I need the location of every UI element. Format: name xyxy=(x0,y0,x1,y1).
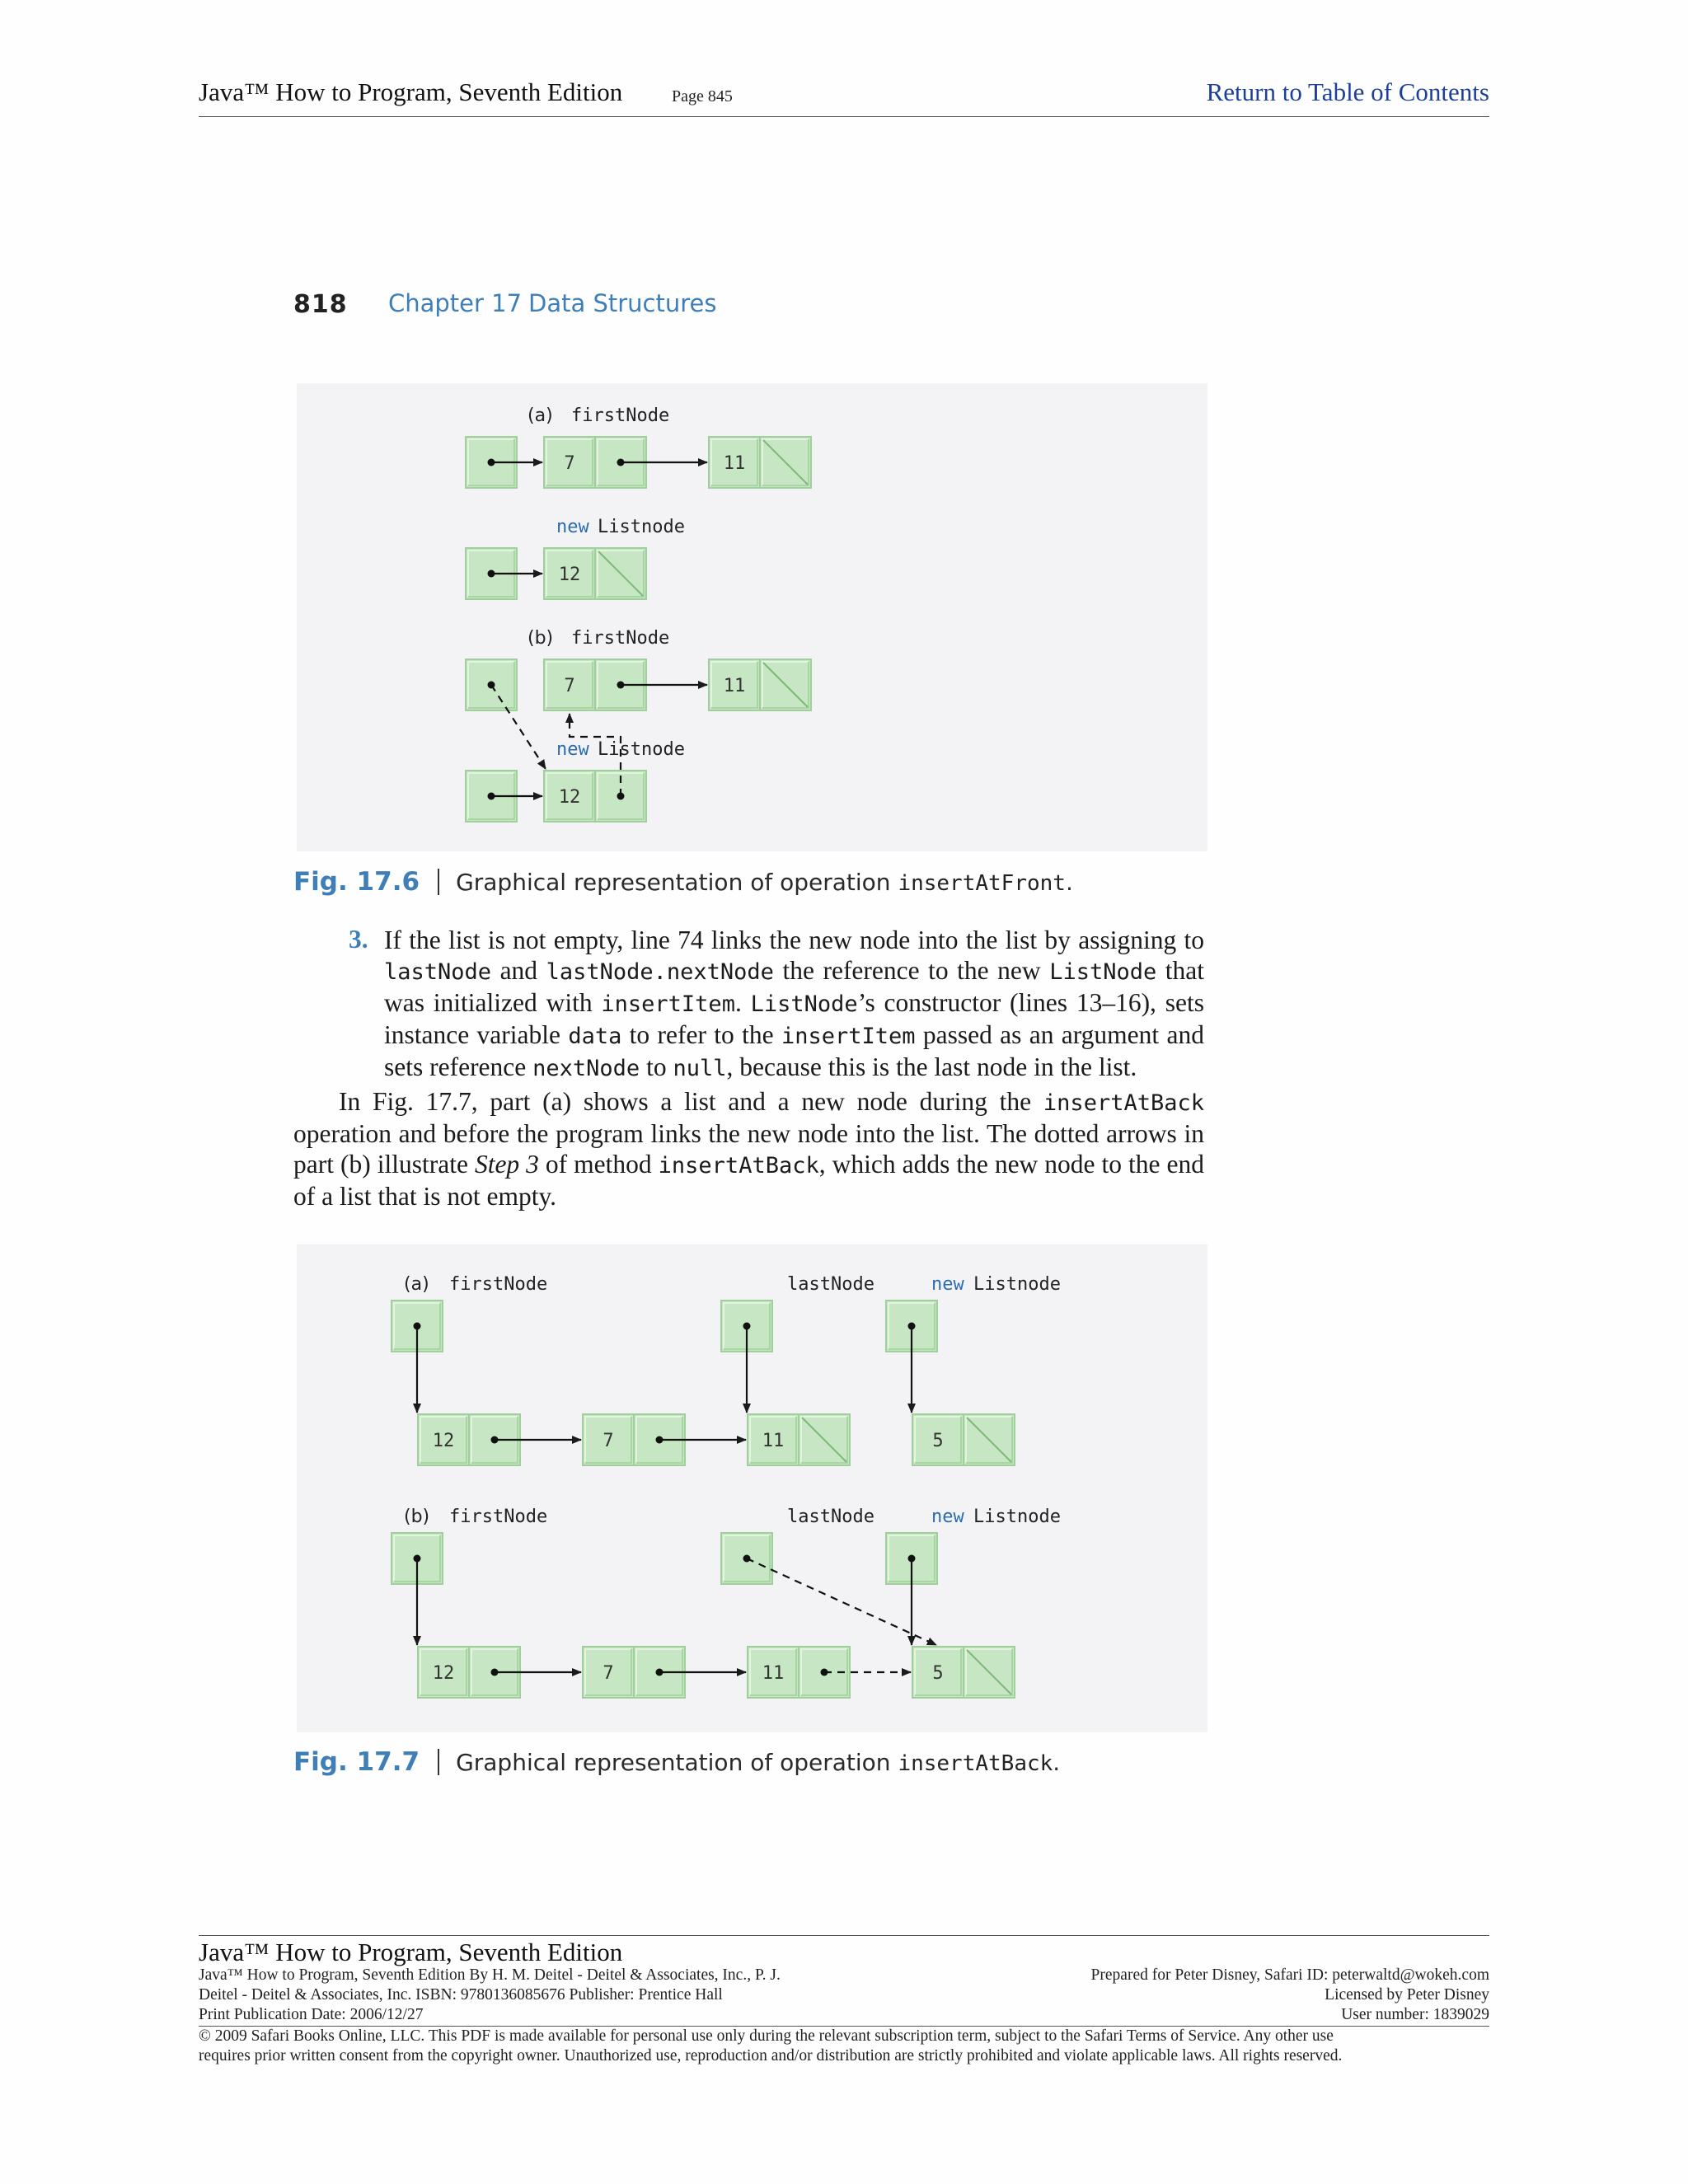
footer-rule xyxy=(199,1935,1489,1936)
caption-end: . xyxy=(1065,869,1073,896)
first-node-label: firstNode xyxy=(449,1274,548,1295)
figure-17-7 xyxy=(297,1244,1207,1732)
footer-info-line: Print Publication Date: 2006/12/27 xyxy=(199,2006,424,2023)
new-node-label: Listnode xyxy=(598,739,685,760)
step-3-paragraph xyxy=(384,925,1204,1084)
code: ListNode xyxy=(750,991,858,1017)
figure-17-7-diagram xyxy=(297,1244,1207,1732)
node-value: 11 xyxy=(762,1431,785,1451)
code: lastNode.nextNode xyxy=(546,959,774,985)
list-item-number: 3. xyxy=(349,925,368,954)
list-node xyxy=(912,1647,1015,1698)
new-node-label: Listnode xyxy=(973,1274,1061,1295)
node-value: 7 xyxy=(564,453,575,474)
caption-text: Graphical representation of operation xyxy=(456,1749,898,1776)
new-keyword: new xyxy=(931,1507,964,1527)
footer-user-number: User number: 1839029 xyxy=(1341,2006,1489,2023)
first-node-label: firstNode xyxy=(571,405,670,426)
last-node-label: lastNode xyxy=(787,1274,874,1295)
first-node-label: firstNode xyxy=(571,628,670,649)
caption-divider xyxy=(438,869,439,895)
figure-17-7-caption xyxy=(293,1747,1060,1777)
footer-rule xyxy=(199,2026,1489,2027)
text: passed as an argument and sets reference xyxy=(384,1020,1204,1081)
footer-licensed-by: Licensed by Peter Disney xyxy=(1325,1986,1489,2004)
code: data xyxy=(568,1024,622,1049)
page-number: 818 xyxy=(293,290,348,319)
figure-17-6 xyxy=(297,383,1207,851)
body-paragraph xyxy=(293,1086,1204,1212)
text: to xyxy=(640,1052,673,1081)
figure-label: Fig. 17.6 xyxy=(293,867,420,897)
caption-code: insertAtBack xyxy=(898,1751,1053,1776)
footer-title: Java™ How to Program, Seventh Edition xyxy=(199,1938,623,1966)
emphasis: Step 3 xyxy=(474,1150,539,1179)
code: lastNode xyxy=(384,959,492,985)
new-keyword: new xyxy=(556,517,589,537)
node-value: 7 xyxy=(564,676,575,696)
caption-text: Graphical representation of operation xyxy=(456,869,898,896)
node-value: 5 xyxy=(932,1663,944,1684)
list-node xyxy=(709,659,811,710)
code: insertAtBack xyxy=(658,1153,819,1179)
text: and xyxy=(491,956,546,985)
node-value: 5 xyxy=(932,1431,944,1451)
header-book-title: Java™ How to Program, Seventh Edition xyxy=(199,77,623,106)
new-keyword: new xyxy=(556,739,589,760)
text: , because this is the last node in the list. xyxy=(726,1052,1137,1081)
new-node-label: Listnode xyxy=(973,1507,1061,1527)
footer-info-line: Deitel - Deitel & Associates, Inc. ISBN: 9780136085676 Publisher: Prentice Hall xyxy=(199,1986,723,2004)
dashed-arrow xyxy=(491,685,546,769)
list-node xyxy=(544,548,646,599)
text: If the list is not empty, line 74 links the new node into the list by assigning to xyxy=(384,926,1204,954)
header-rule xyxy=(199,116,1489,117)
last-node-label: lastNode xyxy=(787,1507,874,1527)
node-value: 11 xyxy=(762,1663,785,1684)
list-node xyxy=(544,771,646,822)
code: insertAtBack xyxy=(1043,1090,1204,1116)
code: insertItem xyxy=(781,1024,916,1049)
node-value: 11 xyxy=(723,676,746,696)
node-value: 12 xyxy=(558,787,581,808)
caption-divider xyxy=(438,1749,439,1775)
first-node-label: firstNode xyxy=(449,1507,548,1527)
text: of method xyxy=(538,1150,659,1179)
toc-link[interactable]: Return to Table of Contents xyxy=(1206,77,1489,106)
node-value: 12 xyxy=(558,565,581,585)
node-value: 12 xyxy=(432,1431,455,1451)
text: the reference to the new xyxy=(773,956,1050,985)
list-node xyxy=(709,437,811,488)
list-node xyxy=(748,1414,850,1465)
text: operation and before the program links the new node into the list. The dotted arrows in part (b) illustrate xyxy=(293,1119,1204,1179)
chapter-label: Chapter 17 xyxy=(388,289,523,317)
new-keyword: new xyxy=(931,1274,964,1295)
caption-code: insertAtFront xyxy=(898,871,1066,896)
code: null xyxy=(673,1056,727,1081)
part-label: (a) xyxy=(404,1274,429,1295)
footer-info-line: Java™ How to Program, Seventh Edition By H. M. Deitel - Deitel & Associates, Inc., P. J. xyxy=(199,1966,781,1984)
footer-copyright: © 2009 Safari Books Online, LLC. This PDF is made available for personal use only during the relevant subscription term, subject to the Safari Terms of Service. Any other use xyxy=(199,2027,1334,2045)
text: ’s constructor (lines 13–16), sets instance variable xyxy=(384,988,1204,1049)
node-value: 12 xyxy=(432,1663,455,1684)
header-page-label: Page 845 xyxy=(672,87,733,105)
text: that was initialized with xyxy=(384,956,1204,1017)
node-value: 7 xyxy=(603,1431,614,1451)
code: ListNode xyxy=(1049,959,1157,985)
footer-copyright: requires prior written consent from the copyright owner. Unauthorized use, reproduction and/or distribution are strictly prohibited and violate applicable laws. All rights reserved. xyxy=(199,2047,1343,2064)
text: . xyxy=(734,988,751,1017)
caption-end: . xyxy=(1053,1749,1061,1776)
list-node xyxy=(748,1647,850,1698)
node-value: 7 xyxy=(603,1663,614,1684)
figure-17-6-caption xyxy=(293,867,1073,897)
text: In Fig. 17.7, part (a) shows a list and a new node during the xyxy=(339,1087,1043,1116)
part-label: (b) xyxy=(528,628,554,649)
figure-label: Fig. 17.7 xyxy=(293,1747,420,1777)
list-node xyxy=(912,1414,1015,1465)
text: to refer to the xyxy=(621,1020,781,1049)
footer-prepared-for: Prepared for Peter Disney, Safari ID: peterwaltd@wokeh.com xyxy=(1090,1966,1489,1984)
figure-17-6-diagram xyxy=(297,383,1207,851)
code: nextNode xyxy=(532,1056,640,1081)
new-node-label: Listnode xyxy=(598,517,685,537)
part-label: (b) xyxy=(404,1507,430,1527)
part-label: (a) xyxy=(528,405,553,426)
code: insertItem xyxy=(601,991,735,1017)
chapter-title: Data Structures xyxy=(528,289,717,317)
text: , which adds the new node to the end of a list that is not empty. xyxy=(293,1150,1204,1211)
node-value: 11 xyxy=(723,453,746,474)
